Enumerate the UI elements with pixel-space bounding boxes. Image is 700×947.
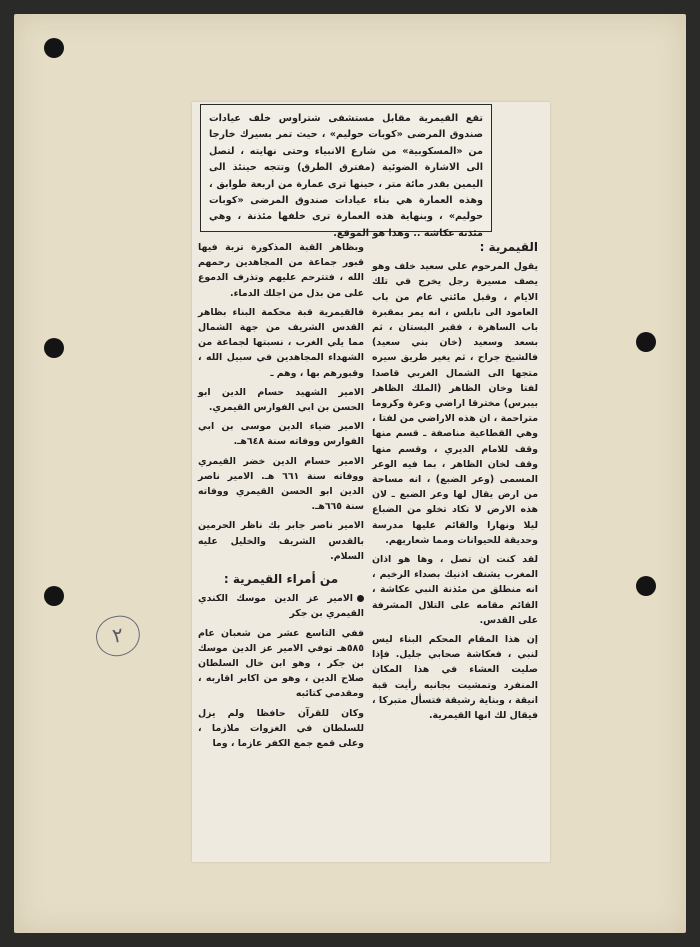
handwritten-page-number: ٢ — [93, 612, 143, 659]
right-column — [372, 240, 538, 727]
sub-heading: من أمراء القيمرية : — [223, 572, 339, 587]
newspaper-clipping — [192, 102, 550, 862]
paragraph: الامير ضياء الدين موسى بن ابي الفوارس ووفاته سنة ٦٤٨هـ. — [198, 421, 364, 448]
paragraph: وكان للقرآن حافظا ولم يزل للسلطان في الغزوات ملازما ، وعلى قمع جمع الكفر عازما ، وما — [198, 707, 364, 750]
paragraph: يقول المرحوم علي سعيد خلف وهو يصف مسيرة رجل يخرج في تلك الايام ، وقبل مائتي عام من باب العامود الى نابلس ، انه يمر بمقبرة باب الساهرة ، فقبر البستان ، ثم بسعد وسعيد (خان بني سعيد) فالشيخ جراح ، ثم يغير طريق سيره متجها الى الشمال الغربي قاصدا لفتا وخان الظاهر (الملك الظاهر بيبرس) مخترقا اراضي وعرة وكروما متراحمة ، ان هذه الاراضي من لفتا ، وهي القطاعية مناصفة ـ قسم منها وقف للامام الديري ، وقسم منها وقف لخان الظاهر ، بما فيه الوعر المسمى (وعر الضبع) ، انه مساحة من ارض يقال لها وعر الضبع ـ لان هذه الارض لا تكاد تخلو من الضباع ليلا ونهارا والقائم عليها مدرسة وحديقة للحيوانات ومما شعاريهم. — [372, 261, 538, 546]
binder-hole — [44, 586, 64, 606]
paragraph: إن هذا المقام المحكم البناء ليس لنبي ، فعكاشة صحابي جليل. فإذا صليت العشاء في هذا المكان المنفرد وتمشيت بجانبه رأيت قبة انيقة ، وبناية رشيقة فتسأل متبركا ، فيقال لك انها القيمرية. — [372, 634, 538, 722]
paragraph: وبظاهر القبة المذكورة تربة فيها قبور جماعة من المجاهدين رحمهم الله ، فتترحم عليهم وتذرف الدموع على من بذل من اجلك الدماء. — [198, 242, 364, 299]
paragraph: الامير الشهيد حسام الدين ابو الحسن بن ابي الفوارس القيمري. — [198, 386, 364, 414]
left-column — [198, 240, 364, 755]
section-heading: القيمرية : — [479, 240, 538, 254]
bullet-item — [198, 591, 364, 621]
binder-hole — [636, 576, 656, 596]
paragraph: ففي التاسع عشر من شعبان عام ٥٨٥هـ توفي الامير عز الدين موسك بن جكر ، وهو ابن خال السلطان صلاح الدين ، وهو من اكابر اقاربه ، ومقدمي كتائبه — [198, 627, 364, 700]
paragraph: الامير حسام الدين خضر القيمري ووفاته سنة ٦٦١ هـ. الامير ناصر الدين ابو الحسن القيمري ووفاته سنة ٦٦٥هـ. — [198, 455, 365, 513]
paragraph: فالقيمرية قبة محكمة البناء بظاهر القدس الشريف من جهة الشمال مما يلي الغرب ، نسبتها لجماعة من الشهداء المجاهدين في سبيل الله ، وقبورهم بها ، وهم ـ — [198, 306, 364, 379]
binder-hole — [44, 38, 64, 58]
archive-page — [14, 14, 686, 933]
binder-hole — [44, 338, 64, 358]
bullet-title: الامير عز الدين موسك الكندي القيمري بن جكر — [198, 593, 364, 620]
bullet-icon — [357, 595, 364, 602]
paragraph: الامير ناصر جابر بك ناظر الحرمين بالقدس الشريف والخليل عليه السلام. — [198, 520, 364, 562]
paragraph: لقد كنت ان تصل ، وها هو اذان المغرب يشنف اذنيك بصداء الرخيم ، انه منطلق من مئذنة النبي عكاشة ، القائم مقامه على التلال المشرفة على القدس. — [372, 554, 538, 626]
intro-box: تقع القيمرية مقابل مستشفى شتراوس خلف عيادات صندوق المرضى «كوبات حوليم» ، حيث تمر بسيرك خارجا من «المسكوبية» من شارع الانبياء وحتى نهايته ، لتصل الى الاشارة الضوئية (مفترق الطرق) وتتجه حينئذ الى اليمين بقدر مائة متر ، حينها ترى عمارة من اربعة طوابق ، وهذه العمارة هي بناء عيادات صندوق المرضى «كوبات حوليم» ، وبنهاية هذه العمارة ترى خلفها مئذنة ، وهي مئذنة عكاشة .. وهذا هو الموقع. — [200, 104, 492, 232]
binder-hole — [636, 332, 656, 352]
